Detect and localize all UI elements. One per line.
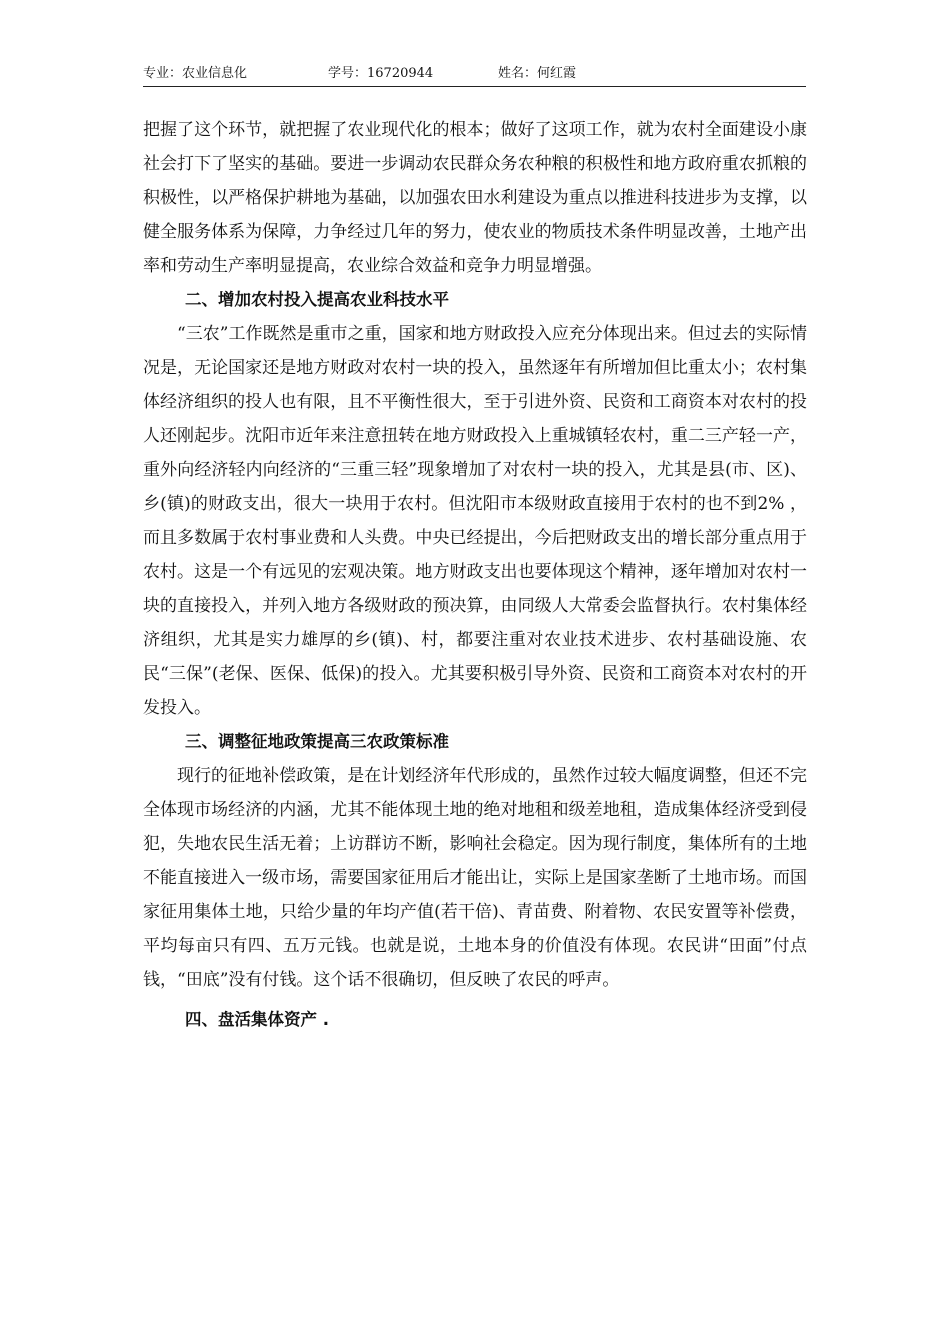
- header-student-name: 姓名：何红霞: [498, 66, 577, 81]
- section-heading-3: 三、调整征地政策提高三农政策标准: [185, 732, 449, 751]
- paragraph-3: 现行的征地补偿政策，是在计划经济年代形成的，虽然作过较大幅度调整，但还不完全体现市场经济的内涵，尤其不能体现土地的绝对地租和级差地租，造成集体经济受到侵犯，失地农民生活无着；上访群访不断，影响社会稳定。因为现行制度，集体所有的土地不能直接进入一级市场，需要国家征用后才能出让，实际上是国家垄断了土地市场。而国家征用集体土地，只给少量的年均产值(若干倍)、青苗费、附着物、农民安置等补偿费，平均每亩只有四、五万元钱。也就是说，土地本身的价值没有体现。农民讲“田面”付点钱，“田底”没有付钱。这个话不很确切，但反映了农民的呼声。: [143, 766, 807, 990]
- header-student-id: 学号：16720944: [328, 66, 434, 81]
- paragraph-1: 把握了这个环节，就把握了农业现代化的根本；做好了这项工作，就为农村全面建设小康社会打下了坚实的基础。要进一步调动农民群众务农种粮的积极性和地方政府重农抓粮的积极性，以严格保护耕地为基础，以加强农田水利建设为重点以推进科技进步为支撑，以健全服务体系为保障，力争经过几年的努力，使农业的物质技术条件明显改善，土地产出率和劳动生产率明显提高，农业综合效益和竞争力明显增强。: [143, 120, 807, 276]
- paragraph-2: “三农”工作既然是重巿之重，国家和地方财政投入应充分体现出来。但过去的实际情况是，无论国家还是地方财政对农村一块的投入，虽然逐年有所增加但比重太小；农村集体经济组织的投人也有限，且不平衡性很大，至于引进外资、民资和工商资本对农村的投人还刚起步。沈阳市近年来注意扭转在地方财政投入上重城镇轻农村，重二三产轻一产，重外向经济轻内向经济的“三重三轻”现象增加了对农村一块的投入，尤其是县(市、区)、乡(镇)的财政支出，很大一块用于农村。但沈阳市本级财政直接用于农村的也不到2% ，而且多数属于农村事业费和人头费。中央已经提出，今后把财政支出的增长部分重点用于农村。这是一个有远见的宏观决策。地方财政支出也要体现这个精神，逐年增加对农村一块的直接投入，并列入地方各级财政的预决算，由同级人大常委会监督执行。农村集体经济组织，尤其是实力雄厚的乡(镇)、村，都要注重对农业技术进步、农村基础设施、农民“三保”(老保、医保、低保)的投入。尤其要积极引导外资、民资和工商资本对农村的开发投入。: [143, 324, 807, 718]
- page-header: [143, 66, 806, 87]
- section-heading-2: 二、增加农村投入提高农业科技水平: [185, 290, 449, 309]
- document-body: [143, 113, 807, 1037]
- header-major: 专业：农业信息化: [143, 66, 248, 81]
- section-heading-4: 四、盘活集体资产 .: [185, 1010, 330, 1029]
